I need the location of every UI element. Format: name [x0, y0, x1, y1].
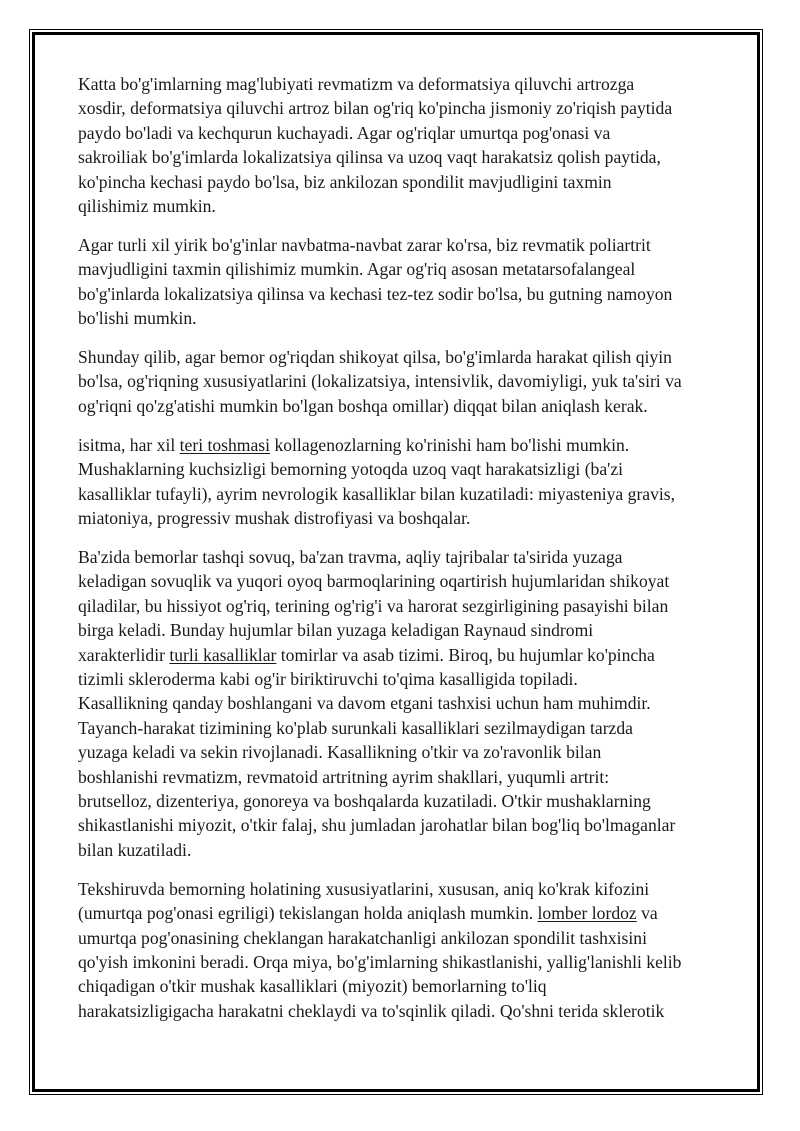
link-teri-toshmasi[interactable]: teri toshmasi	[179, 434, 271, 455]
paragraph-6-text-start: Tekshiruvda bemorning holatining xususiyatlarini, xususan, aniq ko'krak kifozini (umurtqa pog'onasi egriligi) tekislangan holda aniqlash mumkin.	[78, 878, 650, 924]
paragraph-6	[78, 877, 728, 1023]
paragraph-4	[78, 433, 728, 531]
paragraph-4-text-start: isitma, har xil	[78, 434, 180, 455]
paragraph-5	[78, 545, 728, 862]
paragraph-5-text-start: Ba'zida bemorlar tashqi sovuq, ba'zan travma, aqliy tajribalar ta'sirida yuzaga keladigan sovuqlik va yuqori oyoq barmoqlarining oqartirish hujumlaridan shikoyat qiladilar, bu hissiyot og'riq, terining og'rig'i va harorat sezgirligining pasayishi bilan birga keladi. Bunday hujumlar bilan yuzaga keladigan Raynaud sindromi xarakterlidir	[78, 546, 670, 665]
paragraph-3: Shunday qilib, agar bemor og'riqdan shikoyat qilsa, bo'g'imlarda harakat qilish qiyin bo'lsa, og'riqning xususiyatlarini (lokalizatsiya, intensivlik, davomiyligi, yuk ta'siri va og'riqni qo'zg'atishi mumkin bo'lgan boshqa omillar) diqqat bilan aniqlash kerak.	[78, 347, 682, 416]
link-lomber-lordoz[interactable]: lomber lordoz	[537, 903, 637, 924]
paragraph-4-text-end: kollagenozlarning ko'rinishi ham bo'lishi mumkin. Mushaklarning kuchsizligi bemorning yotoqda uzoq vaqt harakatsizligi (ba'zi kasalliklar tufayli), ayrim nevrologik kasalliklar bilan kuzatiladi: miyasteniya gravis, miatoniya, progressiv mushak distrofiyasi va boshqalar.	[78, 434, 676, 528]
paragraph-6-text-end: va umurtqa pog'onasining cheklangan harakatchanligi ankilozan spondilit tashxisini qo'yish imkonini beradi. Orqa miya, bo'g'imlarning shikastlanishi, yallig'lanishli kelib chiqadigan o'tkir mushak kasalliklari (miyozit) bemorlarning to'liq harakatsizligigacha harakatni cheklaydi va to'sqinlik qiladi. Qo'shni terida sklerotik	[78, 903, 682, 1021]
document-body	[78, 72, 728, 1038]
paragraph-5-text-end: tomirlar va asab tizimi. Biroq, bu hujumlar ko'pincha tizimli skleroderma kabi og'ir biriktiruvchi to'qima kasalligida topiladi. Kasallikning qanday boshlangani va davom etgani tashxisi uchun ham muhimdir. Tayanch-harakat tizimining ko'plab surunkali kasalliklari sezilmaydigan tarzda yuzaga keladi va sekin rivojlanadi. Kasallikning o'tkir va zo'ravonlik bilan boshlanishi revmatizm, revmatoid artritning ayrim shakllari, yuqumli artrit: brutselloz, dizenteriya, gonoreya va boshqalarda kuzatiladi. O'tkir mushaklarning shikastlanishi miyozit, o'tkir falaj, shu jumladan jarohatlar bilan bog'liq bo'lmaganlar bilan kuzatiladi.	[78, 644, 676, 860]
paragraph-2: Agar turli xil yirik bo'g'inlar navbatma-navbat zarar ko'rsa, biz revmatik poliartrit mavjudligini taxmin qilishimiz mumkin. Agar og'riq asosan metatarsofalangeal bo'g'inlarda lokalizatsiya qilinsa va kechasi tez-tez sodir bo'lsa, bu gutning namoyon bo'lishi mumkin.	[78, 234, 673, 329]
paragraph-1: Katta bo'g'imlarning mag'lubiyati revmatizm va deformatsiya qiluvchi artrozga xosdir, deformatsiya qiluvchi artroz bilan og'riq ko'pincha jismoniy zo'riqish paytida paydo bo'ladi va kechqurun kuchayadi. Agar og'riqlar umurtqa pog'onasi va sakroiliak bo'g'imlarda lokalizatsiya qilinsa va uzoq vaqt harakatsiz qolish paytida, ko'pincha kechasi paydo bo'lsa, biz ankilozan spondilit mavjudligini taxmin qilishimiz mumkin.	[78, 74, 673, 217]
link-turli-kasalliklar[interactable]: turli kasalliklar	[169, 644, 277, 665]
